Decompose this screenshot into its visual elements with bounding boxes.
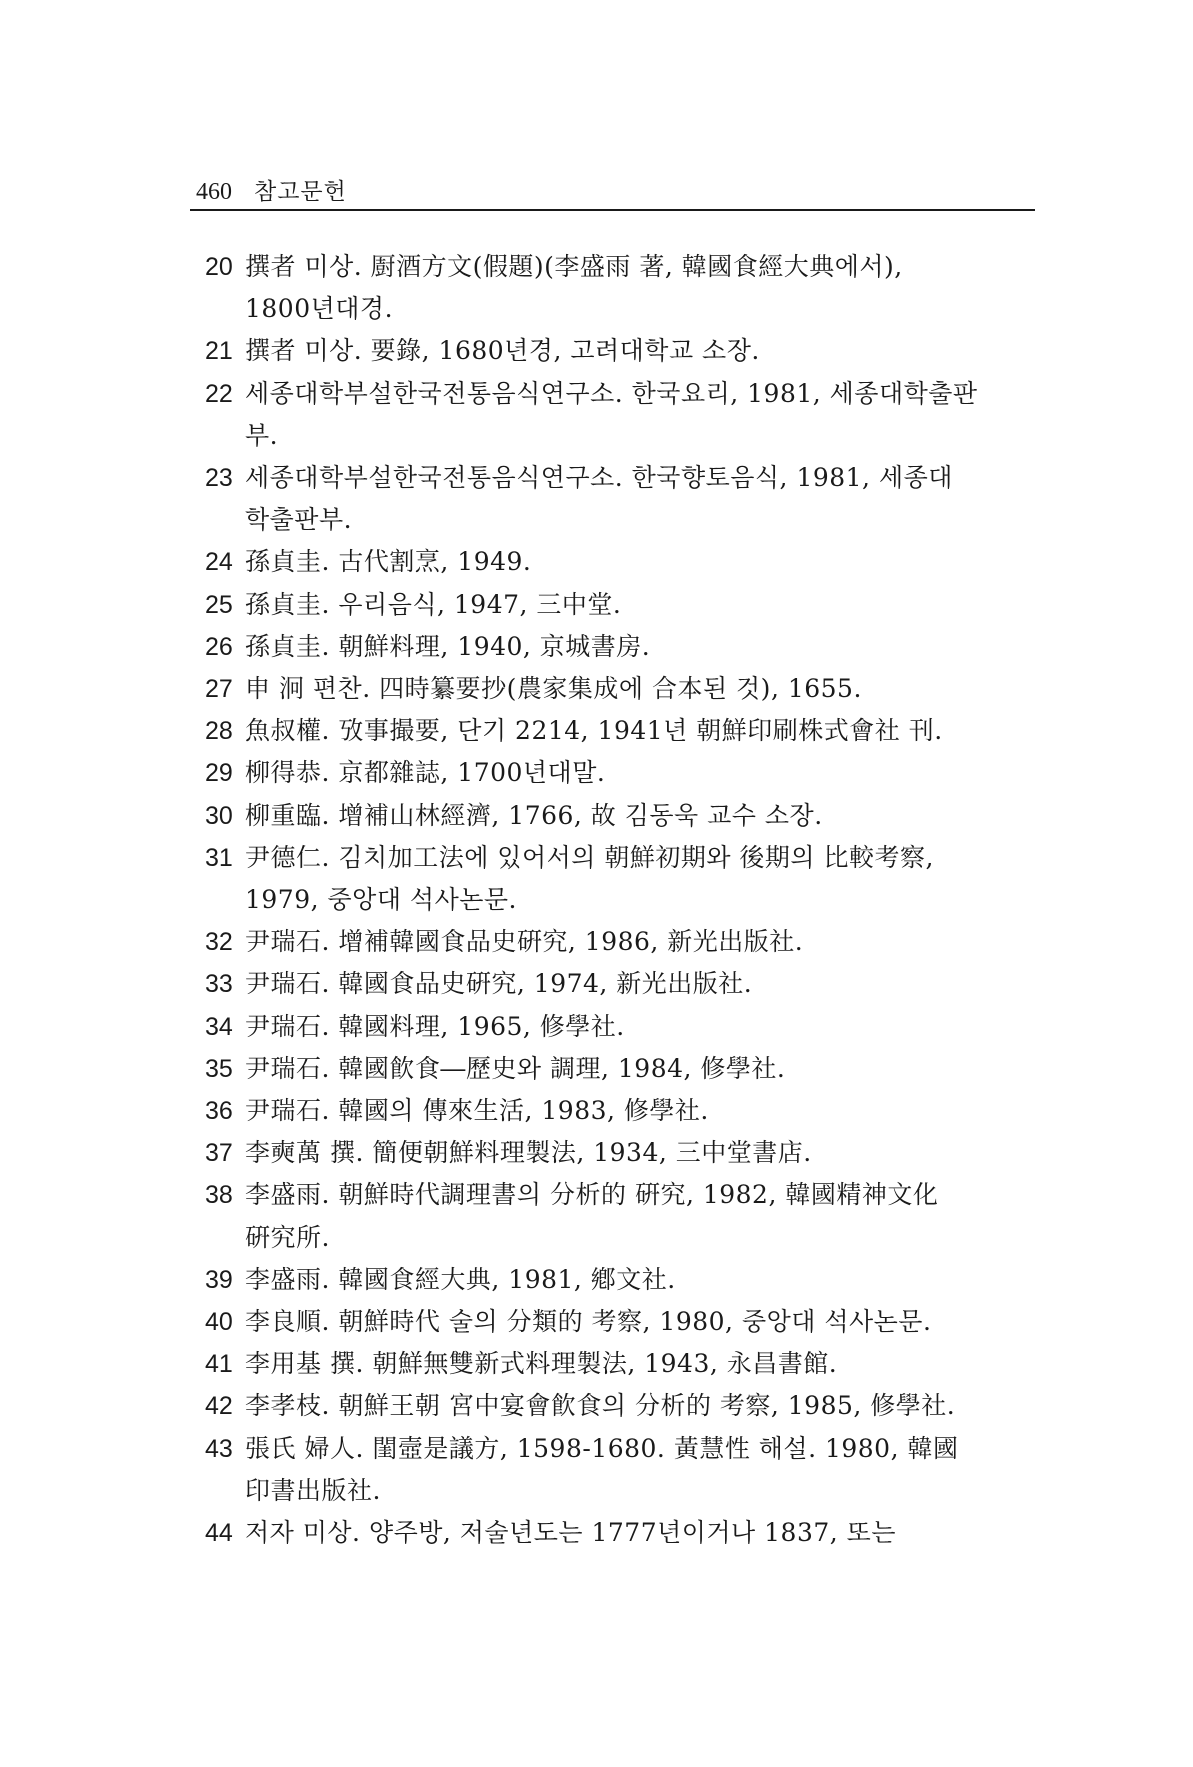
reference-text: 柳重臨. 增補山林經濟, 1766, 故 김동욱 교수 소장. xyxy=(245,800,823,830)
reference-entry xyxy=(205,457,1005,541)
reference-entry xyxy=(205,1428,1005,1512)
reference-entry xyxy=(205,626,1005,668)
reference-entry xyxy=(205,710,1005,752)
reference-text: 張氏 婦人. 閨壼是議方, 1598-1680. 黃慧性 해설. 1980, 韓國 印書出版社. xyxy=(245,1433,959,1505)
reference-entry xyxy=(205,1301,1005,1343)
reference-text: 尹瑞石. 韓國料理, 1965, 修學社. xyxy=(245,1011,625,1041)
reference-text: 李良順. 朝鮮時代 술의 分類的 考察, 1980, 중앙대 석사논문. xyxy=(245,1307,932,1337)
reference-number: 20 xyxy=(205,253,233,281)
reference-number: 44 xyxy=(205,1519,233,1548)
reference-number: 29 xyxy=(205,759,233,788)
reference-text: 柳得恭. 京都雜誌, 1700년대말. xyxy=(245,758,606,788)
reference-entry xyxy=(205,668,1005,710)
reference-number: 35 xyxy=(205,1054,233,1083)
reference-number: 37 xyxy=(205,1139,233,1168)
reference-text: 撰者 미상. 要錄, 1680년경, 고려대학교 소장. xyxy=(245,336,760,366)
reference-number: 22 xyxy=(205,379,233,408)
reference-text: 尹瑞石. 韓國의 傳來生活, 1983, 修學社. xyxy=(245,1096,709,1126)
reference-text: 孫貞圭. 우리음식, 1947, 三中堂. xyxy=(245,589,622,619)
reference-text: 尹瑞石. 韓國食品史硏究, 1974, 新光出版社. xyxy=(245,969,753,999)
reference-entry xyxy=(205,330,1005,372)
page-header xyxy=(196,166,1036,206)
page-number: 460 xyxy=(196,179,232,205)
header-rule xyxy=(190,209,1035,211)
reference-text: 尹德仁. 김치加工法에 있어서의 朝鮮初期와 後期의 比較考察, 1979, 중앙대 석사논문. xyxy=(245,842,934,915)
reference-number: 36 xyxy=(205,1097,233,1126)
reference-text: 魚叔權. 攷事撮要, 단기 2214, 1941년 朝鮮印刷株式會社 刊. xyxy=(245,716,943,746)
reference-number: 27 xyxy=(205,675,233,704)
reference-number: 39 xyxy=(205,1265,233,1294)
reference-text: 撰者 미상. 㕑酒方文(假題)(李盛雨 著, 韓國食經大典에서), 1800년대경. xyxy=(245,252,903,324)
reference-entry xyxy=(205,1006,1005,1048)
reference-text: 尹瑞石. 增補韓國食品史硏究, 1986, 新光出版社. xyxy=(245,927,804,957)
reference-number: 31 xyxy=(205,843,233,872)
running-title: 참고문헌 xyxy=(254,179,347,205)
reference-number: 25 xyxy=(205,590,233,619)
reference-text: 세종대학부설한국전통음식연구소. 한국향토음식, 1981, 세종대 학출판부. xyxy=(245,463,953,535)
reference-entry xyxy=(205,373,1005,457)
reference-number: 30 xyxy=(205,801,233,830)
reference-text: 尹瑞石. 韓國飮食―歷史와 調理, 1984, 修學社. xyxy=(245,1053,786,1083)
reference-text: 孫貞圭. 朝鮮料理, 1940, 京城書房. xyxy=(245,631,651,661)
reference-entry xyxy=(205,795,1005,837)
reference-number: 26 xyxy=(205,632,233,661)
reference-text: 李孝枝. 朝鮮王朝 宮中宴會飮食의 分析的 考察, 1985, 修學社. xyxy=(245,1391,956,1421)
reference-list xyxy=(205,246,1005,1554)
reference-number: 41 xyxy=(205,1350,233,1379)
reference-text: 李盛雨. 韓國食經大典, 1981, 鄕文社. xyxy=(245,1264,676,1294)
reference-entry xyxy=(205,1385,1005,1427)
reference-text: 申 泂 편찬. 四時纂要抄(農家集成에 合本된 것), 1655. xyxy=(245,674,862,704)
reference-entry xyxy=(205,1174,1005,1258)
reference-entry xyxy=(205,752,1005,794)
reference-text: 저자 미상. 양주방, 저술년도는 1777년이거나 1837, 또는 xyxy=(245,1518,896,1548)
reference-text: 李盛雨. 朝鮮時代調理書의 分析的 硏究, 1982, 韓國精神文化 硏究所. xyxy=(245,1180,939,1252)
reference-entry xyxy=(205,1512,1005,1554)
reference-number: 23 xyxy=(205,464,233,493)
reference-text: 李奭萬 撰. 簡便朝鮮料理製法, 1934, 三中堂書店. xyxy=(245,1138,812,1168)
reference-entry xyxy=(205,1259,1005,1301)
reference-text: 세종대학부설한국전통음식연구소. 한국요리, 1981, 세종대학출판부. xyxy=(245,378,978,450)
reference-number: 42 xyxy=(205,1392,233,1421)
reference-entry xyxy=(205,1343,1005,1385)
reference-entry xyxy=(205,1132,1005,1174)
reference-entry xyxy=(205,541,1005,583)
reference-entry xyxy=(205,246,1005,330)
reference-number: 33 xyxy=(205,970,233,999)
reference-number: 24 xyxy=(205,548,233,577)
reference-text: 李用基 撰. 朝鮮無雙新式料理製法, 1943, 永昌書館. xyxy=(245,1349,838,1379)
reference-number: 43 xyxy=(205,1434,233,1463)
reference-entry xyxy=(205,584,1005,626)
reference-number: 32 xyxy=(205,928,233,957)
reference-number: 40 xyxy=(205,1308,233,1337)
reference-entry xyxy=(205,921,1005,963)
reference-number: 38 xyxy=(205,1181,233,1210)
reference-number: 21 xyxy=(205,337,233,366)
reference-entry xyxy=(205,1048,1005,1090)
reference-entry xyxy=(205,837,1005,921)
reference-number: 34 xyxy=(205,1012,233,1041)
reference-number: 28 xyxy=(205,717,233,746)
reference-entry xyxy=(205,1090,1005,1132)
reference-text: 孫貞圭. 古代割烹, 1949. xyxy=(245,547,532,577)
reference-entry xyxy=(205,963,1005,1005)
